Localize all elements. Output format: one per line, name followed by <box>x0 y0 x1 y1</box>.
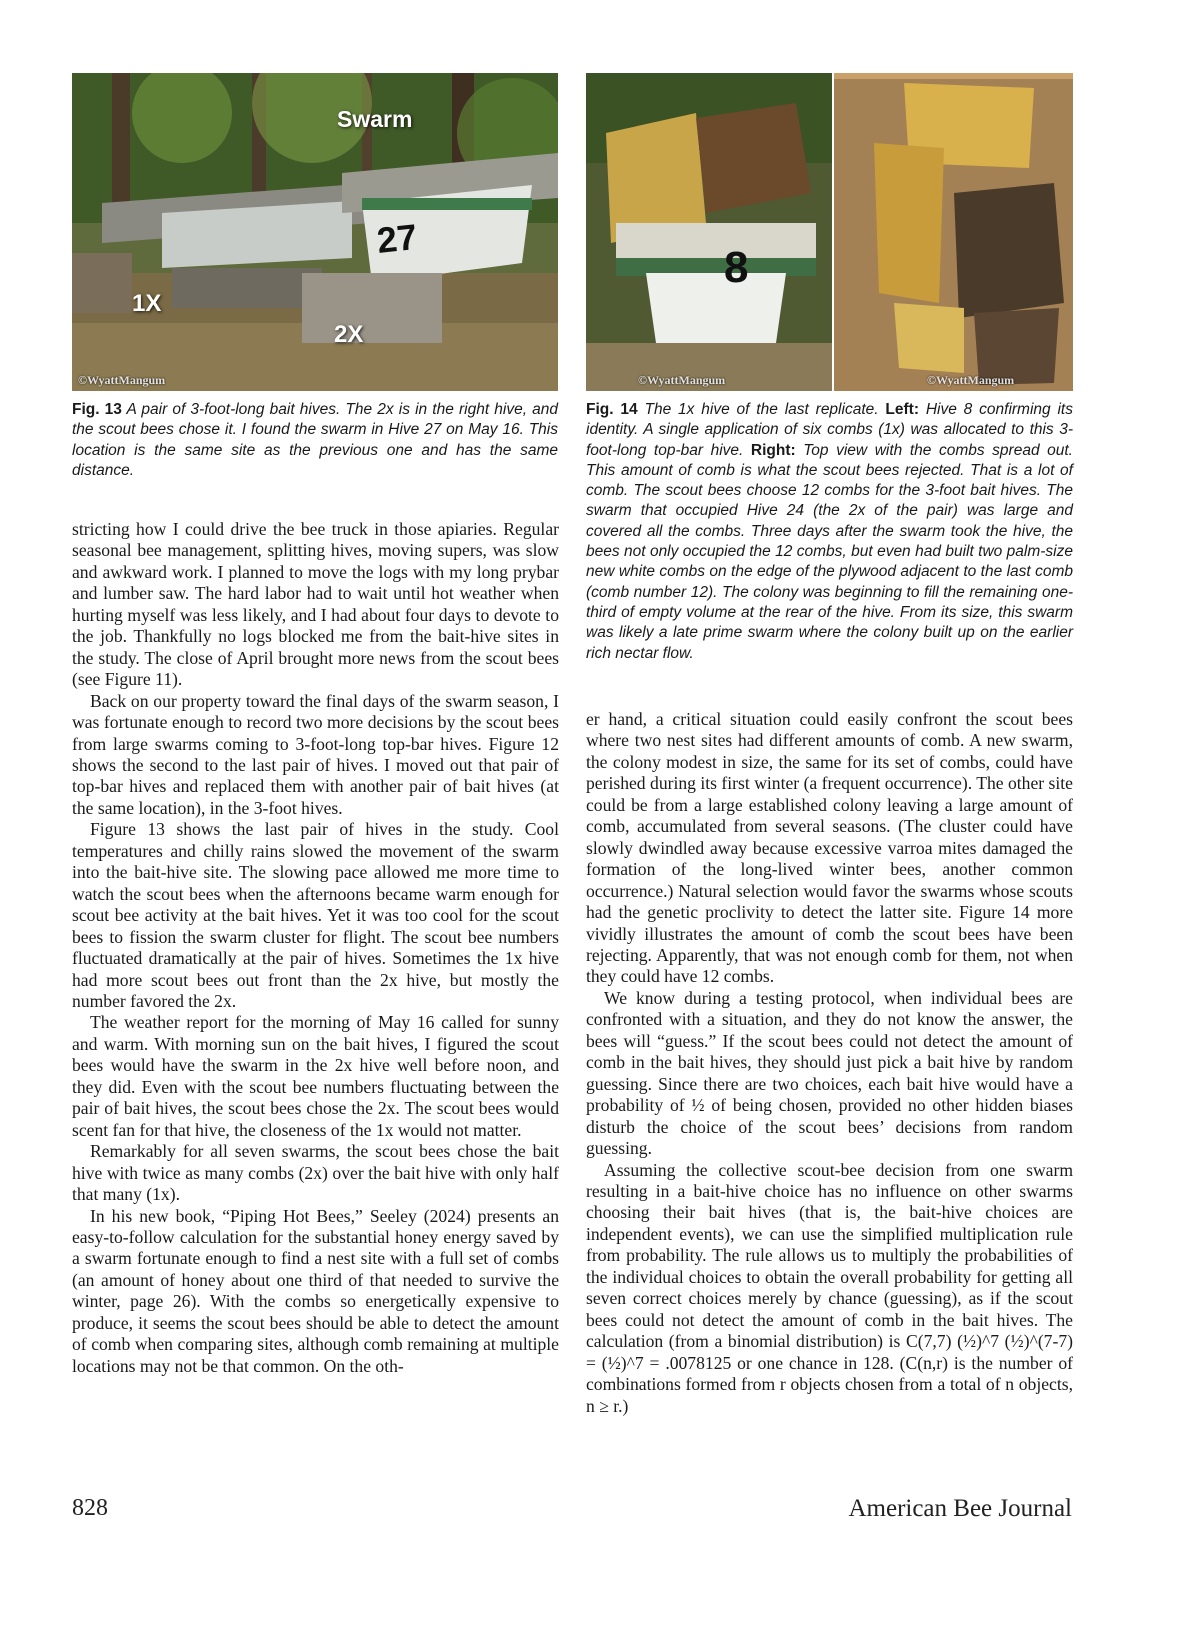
fig13-2x-label: 2X <box>334 321 364 348</box>
fig13-caption-text: A pair of 3-foot-long bait hives. The 2x is in the right hive, and the scout bees chose it. I found the swarm in Hive 27 on May 16. This location is the same site as the previous one and has the same distance. <box>72 401 558 479</box>
fig14-right-photo-credit: ©WyattMangum <box>927 373 1015 387</box>
body-right-column <box>586 709 1073 1417</box>
fig14-left-photo <box>586 73 832 391</box>
journal-name: American Bee Journal <box>848 1495 1072 1522</box>
body-paragraph: stricting how I could drive the bee truck in those apiaries. Regular seasonal bee management, splitting hives, moving supers, was slow and awkward work. I planned to move the logs with my long prybar and lumber saw. The hard labor had to wait until hot weather when hurting myself was less likely, and I had about four days to devote to the job. Thankfully no logs blocked me from the bait-hive sites in the study. The close of April brought more news from the scout bees (see Figure 11). <box>72 519 559 690</box>
fig14-right-scene <box>834 73 1073 391</box>
fig14-left-text: Hive 8 confirming its identity. A single application of six combs (1x) was allocated to this 3-foot-long top-bar hive. <box>586 401 1073 459</box>
fig14-right-photo <box>834 73 1073 391</box>
fig14-right-label: Right: <box>750 441 796 459</box>
fig14-left-scene <box>586 73 832 391</box>
body-paragraph: Remarkably for all seven swarms, the scout bees chose the bait hive with twice as many combs (2x) over the bait hive with only half that many (1x). <box>72 1141 559 1205</box>
fig14-number: Fig. 14 <box>586 401 638 418</box>
fig13-hive-number: 27 <box>374 216 420 261</box>
fig13-swarm-label: Swarm <box>337 106 413 132</box>
fig14-left-photo-credit: ©WyattMangum <box>638 373 726 387</box>
fig14-right-text: Top view with the combs spread out. This amount of comb is what the scout bees rejected. That is a lot of comb. The scout bees choose 12 combs for the 3-foot bait hives. The swarm that occupied Hive 24 (the 2x of the pair) was large and covered all the combs. Three days after the swarm took the hive, the bees not only occupied the 12 combs, but even had built two palm-size new white combs on the edge of the plywood adjacent to the last comb (comb number 12). The colony was beginning to fill the remaining one-third of empty volume at the rear of the hive. From its size, this swarm was likely a late prime swarm where the colony built up on the earlier rich nectar flow. <box>586 441 1073 662</box>
body-paragraph: We know during a testing protocol, when individual bees are confronted with a situation, and they do not know the answer, the bees will “guess.” If the scout bees could not detect the amount of comb in the bait hives, they should just pick a bait hive by random guessing. Since there are two choices, each bait hive would have a probability of ½ of being chosen, provided no other hidden biases disturb the choice of the scout bees’ decisions from random guessing. <box>586 987 1073 1159</box>
body-paragraph: Figure 13 shows the last pair of hives in the study. Cool temperatures and chilly rains slowed the movement of the swarm into the bait-hive site. The slowing pace allowed me more time to watch the scout bees when the afternoons became warm enough for scout bee activity at the bait hives. Yet it was too cool for the scout bees to fission the swarm cluster for flight. The scout bee numbers fluctuated dramatically at the pair of hives. Sometimes the 1x hive had more scout bees out front than the 2x hive, but mostly the number favored the 2x. <box>72 819 559 1011</box>
fig13-photo <box>72 73 558 391</box>
body-paragraph: Back on our property toward the final days of the swarm season, I was fortunate enough to record two more decisions by the scout bees from large swarms coming to 3-foot-long top-bar hives. Figure 12 shows the second to the last pair of hives. I moved out that pair of top-bar hives and replaced them with another pair of bait hives (at the same location), in the 3-foot hives. <box>72 690 559 818</box>
fig14-caption <box>586 400 1073 664</box>
fig13-photo-credit: ©WyattMangum <box>78 373 166 387</box>
body-paragraph: In his new book, “Piping Hot Bees,” Seeley (2024) presents an easy-to-follow calculation for the substantial honey energy saved by a swarm fortunate enough to find a nest site with a full set of combs (an amount of honey about one third of that needed to survive the winter, page 26). With the combs so energetically expensive to produce, it seems the scout bees should be able to detect the amount of comb when comparing sites, although comb remaining at multiple locations may not be that common. On the oth- <box>72 1205 559 1376</box>
body-paragraph: Assuming the collective scout-bee decision from one swarm resulting in a bait-hive choice has no influence on other swarms choosing their bait hives (that is, the bait-hive choices are independent events), we can use the simplified multiplication rule from probability. The rule allows us to multiply the probabilities of the individual choices to obtain the overall probability for getting all seven correct choices merely by chance (guessing), as if the scout bees could not detect the amount of comb in the bait hives. The calculation (from a binomial distribution) is C(7,7) (½)^7 (½)^(7-7) = (½)^7 = .0078125 or one chance in 128. (C(n,r) is the number of combinations formed from r objects chosen from a total of n objects, n ≥ r.) <box>586 1159 1073 1416</box>
fig13-1x-label: 1X <box>132 290 162 317</box>
body-paragraph: er hand, a critical situation could easily confront the scout bees where two nest sites had different amounts of comb. A new swarm, the colony modest in size, the same for its set of combs, could have perished during its first winter (a frequent occurrence). The other site could be from a large established colony leaving a large amount of comb, accumulated from several seasons. (The cluster could have slowly dwindled away because excessive varroa mites damaged the formation of the long-lived winter bees, another common occurrence.) Natural selection would favor the swarms whose scouts had the genetic proclivity to detect the latter site. Figure 14 more vividly illustrates the amount of comb the scout bees have been rejecting. Apparently, that was not enough comb for them, not when they could have 12 combs. <box>586 709 1073 987</box>
fig14-hive-number: 8 <box>724 243 749 292</box>
fig13-scene <box>72 73 558 391</box>
body-paragraph: The weather report for the morning of May 16 called for sunny and warm. With morning sun on the bait hives, I figured the scout bees would have the swarm in the 2x hive well before noon, and they did. Even with the scout bee numbers fluctuating between the pair of bait hives, the scout bees chose the 2x. The scout bees would scent fan for that hive, the closeness of the 1x would not matter. <box>72 1012 559 1140</box>
fig13-number: Fig. 13 <box>72 401 122 418</box>
fig14-left-label: Left: <box>885 401 919 418</box>
body-left-column <box>72 519 559 1377</box>
fig14-caption-intro: The 1x hive of the last replicate. <box>644 401 879 418</box>
page-number: 828 <box>72 1495 108 1521</box>
fig13-caption <box>72 400 558 481</box>
